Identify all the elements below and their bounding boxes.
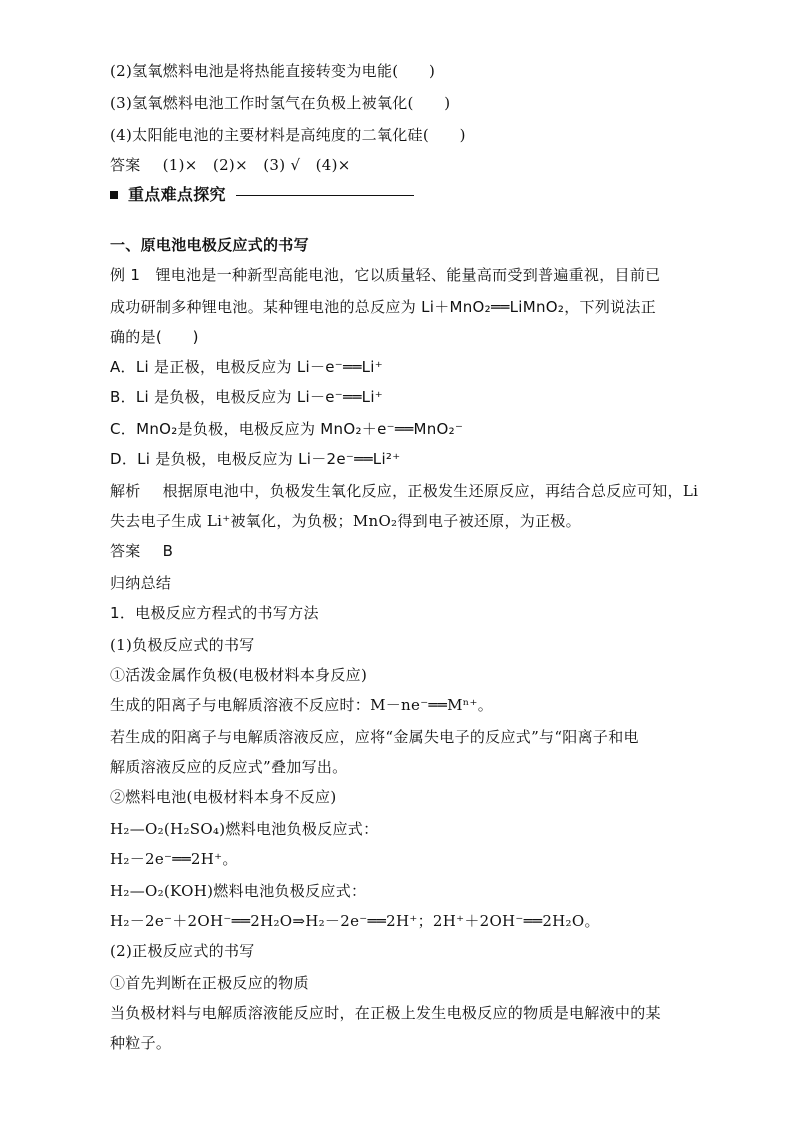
analysis-line-2: 失去电子生成 Li⁺被氧化，为负极；MnO₂得到电子被还原，为正极。 [110, 512, 581, 530]
example-answer-text: B [162, 542, 174, 560]
example-line-3: 确的是( ) [110, 328, 199, 346]
summary-text-7: H₂－2e⁻＋2OH⁻══2H₂O⇒H₂－2e⁻══2H⁺；2H⁺＋2OH⁻══2H₂O。 [110, 912, 600, 930]
option-b: B．Li 是负极，电极反应为 Li－e⁻══Li⁺ [110, 388, 384, 406]
section-bullet-icon [110, 191, 118, 199]
summary-item-2: ②燃料电池(电极材料本身不反应) [110, 788, 337, 806]
quiz-answer-label: 答案 [110, 156, 141, 174]
example-line-1: 例 1 锂电池是一种新型高能电池，它以质量轻、能量高而受到普遍重视，目前已 [110, 266, 661, 284]
summary-text-8: 当负极材料与电解质溶液能反应时，在正极上发生电极反应的物质是电解液中的某 [110, 1004, 661, 1022]
option-c: C．MnO₂是负极，电极反应为 MnO₂＋e⁻══MnO₂⁻ [110, 420, 464, 438]
quiz-item-4: (4)太阳能电池的主要材料是高纯度的二氧化硅( ) [110, 126, 466, 144]
example-answer [110, 540, 173, 562]
analysis-line-1 [110, 480, 698, 502]
summary-item-3: ①首先判断在正极反应的物质 [110, 974, 309, 992]
summary-sub-2: (2)正极反应式的书写 [110, 942, 255, 960]
quiz-answer-text: (1)× (2)× (3) √ (4)× [162, 156, 351, 174]
option-a: A．Li 是正极，电极反应为 Li－e⁻══Li⁺ [110, 358, 383, 376]
analysis-text-1: 根据原电池中，负极发生氧化反应，正极发生还原反应，再结合总反应可知，Li [162, 482, 699, 500]
option-d: D．Li 是负极，电极反应为 Li－2e⁻══Li²⁺ [110, 450, 401, 468]
summary-item-1: ①活泼金属作负极(电极材料本身反应) [110, 666, 368, 684]
summary-sub-1: (1)负极反应式的书写 [110, 636, 255, 654]
example-answer-label: 答案 [110, 542, 141, 560]
summary-title: 归纳总结 [110, 574, 172, 592]
summary-heading-1: 1．电极反应方程式的书写方法 [110, 604, 319, 622]
summary-text-9: 种粒子。 [110, 1034, 172, 1052]
section-title: 重点难点探究 [128, 185, 226, 204]
summary-text-1: 生成的阳离子与电解质溶液不反应时：M－ne⁻══Mⁿ⁺。 [110, 696, 494, 714]
summary-text-2: 若生成的阳离子与电解质溶液反应，应将“金属失电子的反应式”与“阳离子和电 [110, 728, 639, 746]
example-line-2: 成功研制多种锂电池。某种锂电池的总反应为 Li＋MnO₂══LiMnO₂，下列说法正 [110, 298, 657, 316]
section-heading [110, 184, 414, 206]
summary-text-3: 解质溶液反应的反应式”叠加写出。 [110, 758, 348, 776]
analysis-label: 解析 [110, 482, 141, 500]
section-rule [236, 195, 414, 196]
quiz-answer [110, 154, 351, 176]
topic-title: 一、原电池电极反应式的书写 [110, 236, 309, 254]
summary-text-5: H₂－2e⁻══2H⁺。 [110, 850, 238, 868]
summary-text-4: H₂—O₂(H₂SO₄)燃料电池负极反应式： [110, 820, 379, 838]
quiz-item-3: (3)氢氧燃料电池工作时氢气在负极上被氧化( ) [110, 94, 451, 112]
summary-text-6: H₂—O₂(KOH)燃料电池负极反应式： [110, 882, 367, 900]
quiz-item-2: (2)氢氧燃料电池是将热能直接转变为电能( ) [110, 62, 436, 80]
